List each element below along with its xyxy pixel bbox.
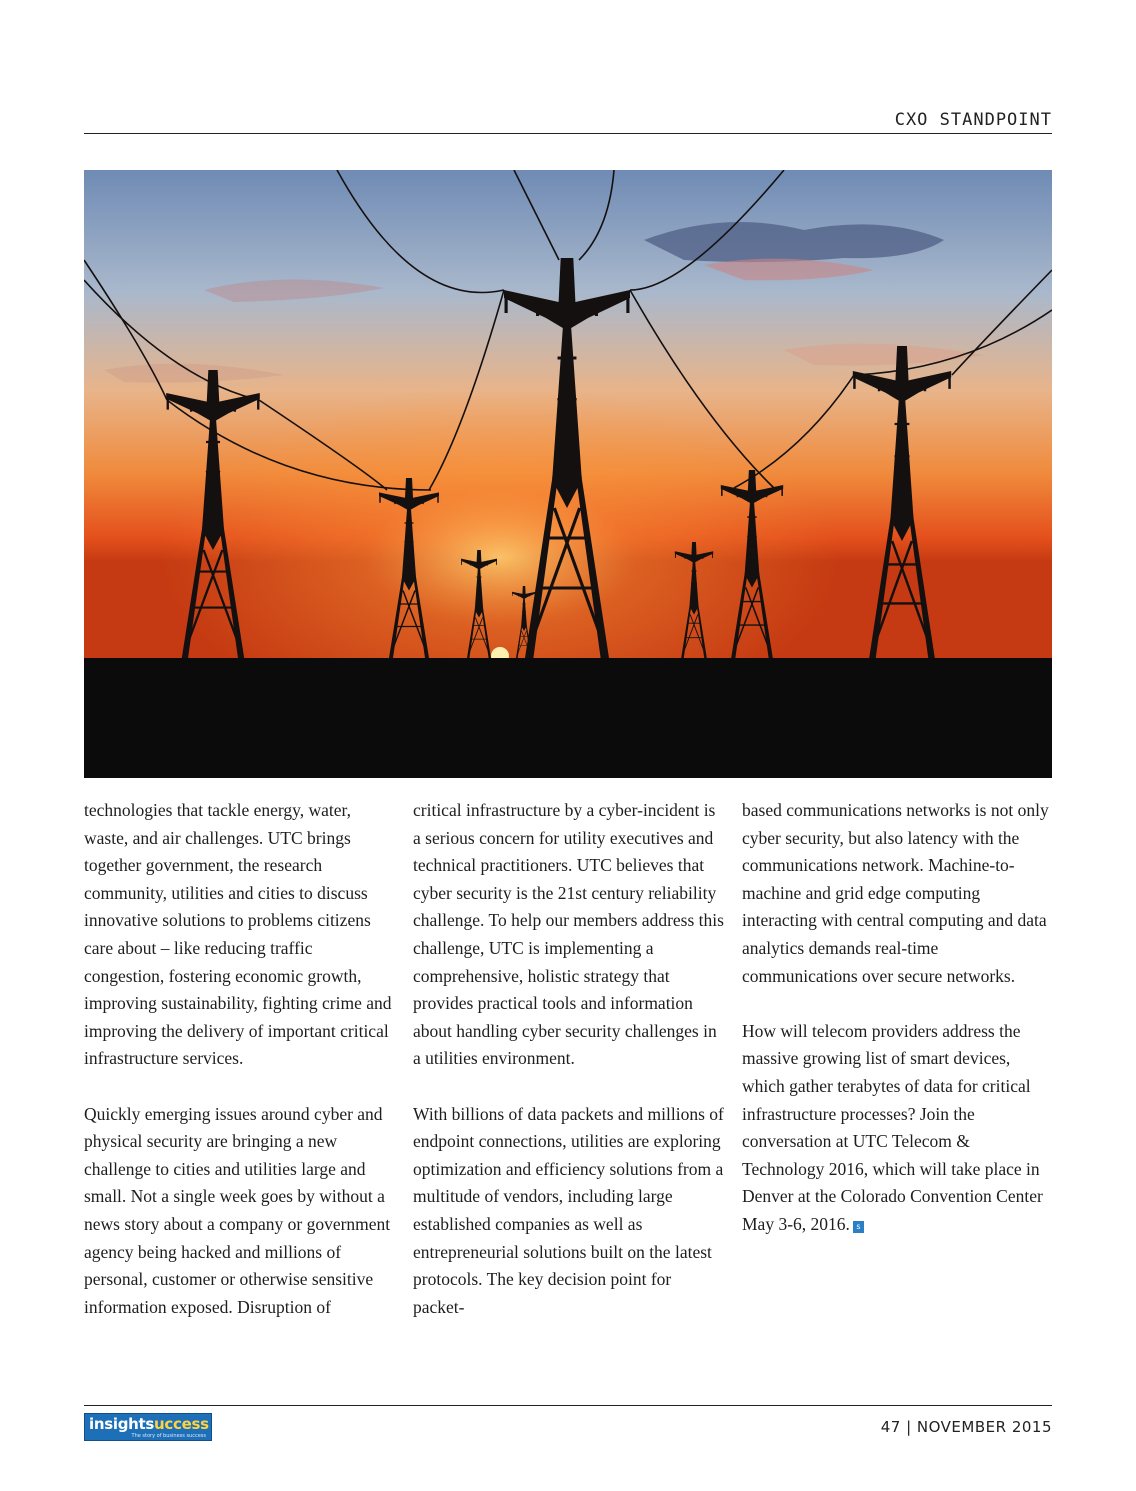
paragraph-text: How will telecom providers address the massive growing list of smart devices, which gather terabytes of data for critical infrastructure processes? Join the conversation at UTC Telecom & Technology 2016, which will take place in Denver at the Colorado Convention Center May 3-6, 2016. (742, 1020, 1043, 1234)
paragraph: Quickly emerging issues around cyber and physical security are bringing a new challenge to cities and utilities large and small. Not a single week goes by without a news story about a company or government agency being hacked and millions of personal, customer or otherwise sensitive information exposed. Disruption of (84, 1103, 391, 1317)
publication-logo (84, 1413, 212, 1441)
paragraph: technologies that tackle energy, water, waste, and air challenges. UTC brings together government, the research community, utilities and cities to discuss innovative solutions to problems citizens care about – like reducing traffic congestion, fostering economic growth, improving sustainability, fighting crime and improving the delivery of important critical infrastructure services. (84, 800, 392, 1069)
footer-rule (84, 1405, 1052, 1406)
hero-image (84, 170, 1052, 778)
article-body (84, 797, 1064, 1387)
article-column-3 (742, 797, 1054, 1266)
paragraph: With billions of data packets and millions of endpoint connections, utilities are exploring optimization and efficiency solutions from a multitude of vendors, including large established companies as well as entrepreneurial solutions built on the latest protocols. The key decision point for packet- (413, 1103, 724, 1317)
paragraph (742, 1018, 1054, 1239)
article-column-1 (84, 797, 396, 1349)
page-info: 47 | NOVEMBER 2015 (880, 1418, 1052, 1436)
logo-wordmark: insightsuccess (89, 1415, 209, 1433)
section-label: CXO STANDPOINT (894, 110, 1052, 130)
header-rule (84, 133, 1052, 134)
paragraph: based communications networks is not only cyber security, but also latency with the communications network. Machine-to-machine and grid edge computing interacting with central computing and data analytics demands real-time communications over secure networks. (742, 800, 1049, 986)
article-column-2 (413, 797, 725, 1349)
logo-tagline: The story of business success (131, 1433, 206, 1439)
paragraph: critical infrastructure by a cyber-incident is a serious concern for utility executives and technical practitioners. UTC believes that cyber security is the 21st century reliability challenge. To help our members address this challenge, UTC is implementing a comprehensive, holistic strategy that provides practical tools and information about handling cyber security challenges in a utilities environment. (413, 800, 724, 1069)
end-of-article-icon: s (853, 1221, 864, 1233)
